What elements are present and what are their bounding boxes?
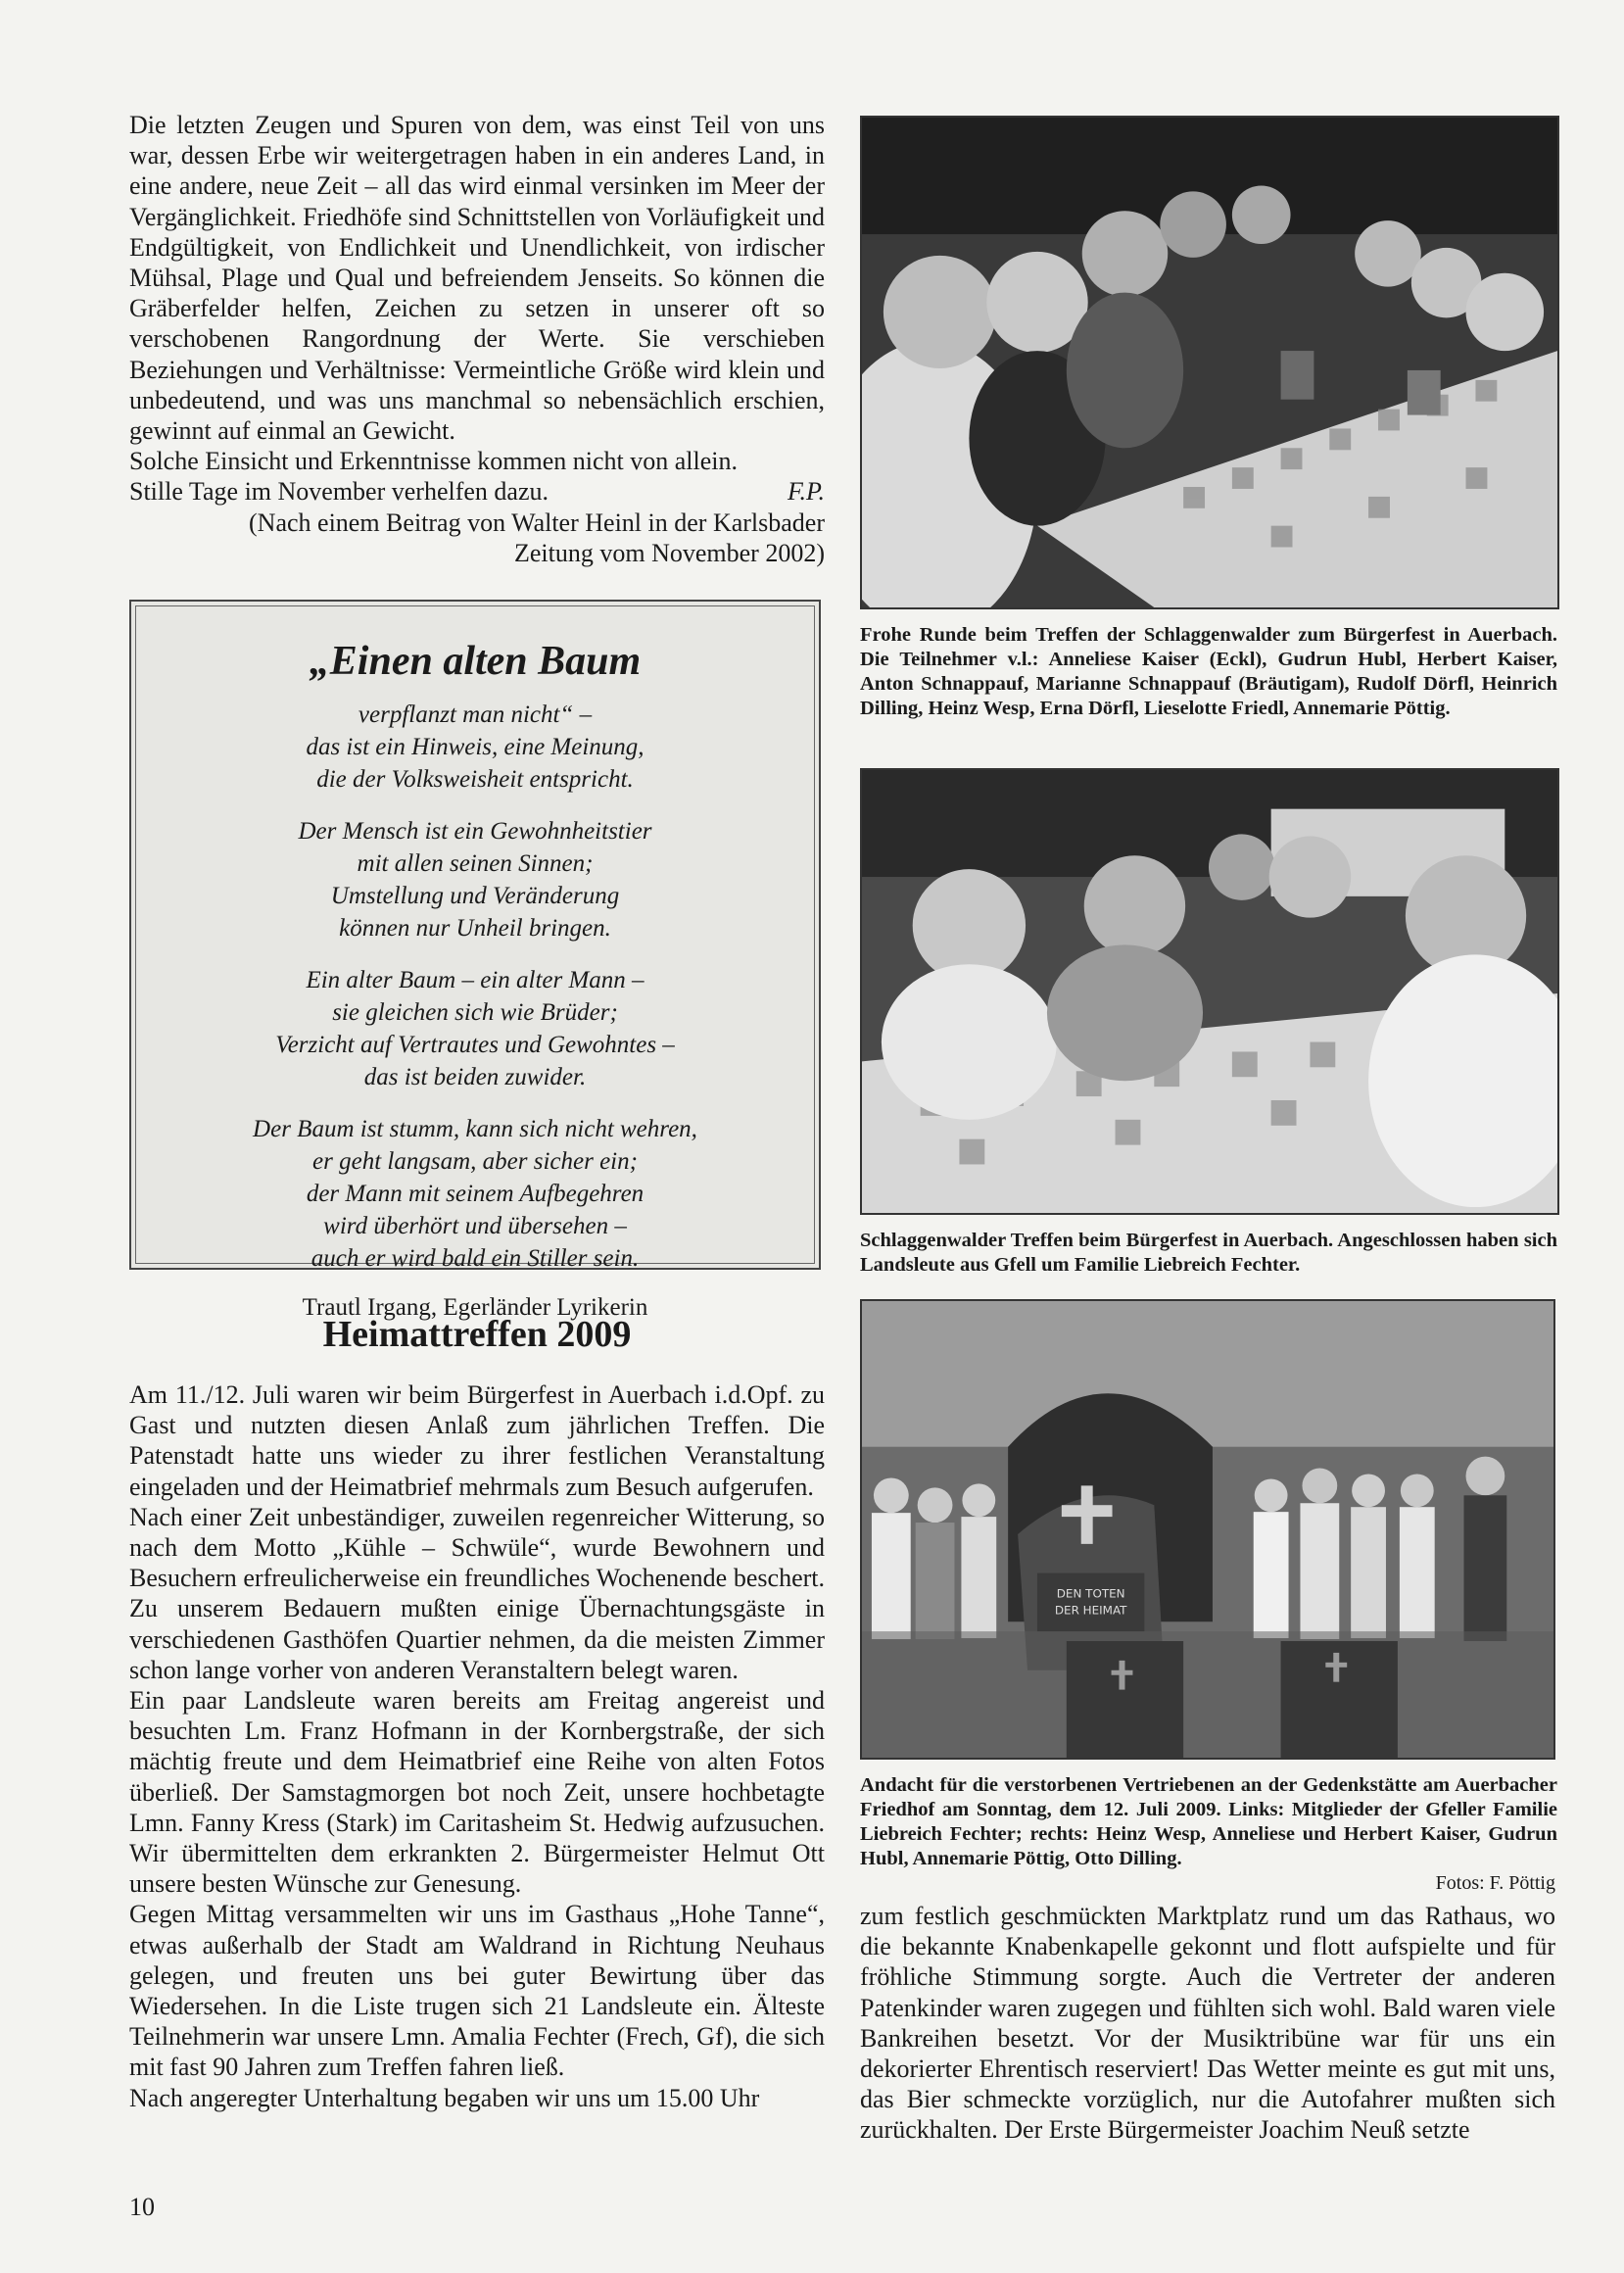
photo-memorial-image — [862, 1301, 1553, 1758]
intro-paragraph-2: Solche Einsicht und Erkenntnisse kommen nicht von allein. — [129, 447, 739, 476]
article-paragraph: Nach angeregter Unterhaltung begaben wir uns um 15.00 Uhr — [129, 2083, 760, 2112]
poem-line: können nur Unheil bringen. — [339, 915, 611, 942]
photo-festival-table — [860, 116, 1559, 609]
article-paragraph: Ein paar Landsleute waren bereits am Freitag angereist und besuchten Lm. Franz Hofmann in der Kornbergstraße, der sich mächtig freute und dem Heimatbrief eine Reihe von alten Fotos überließ. Der Samstagmorgen bot noch Zeit, unsere hochbetagte Lmn. Fanny Kress (Stark) im Caritasheim St. Hedwig aufzusuchen. Wir übermittelten dem erkrankten 2. Bürgermeister Helmut Ott unsere besten Wünsche zur Genesung. — [129, 1686, 825, 1899]
poem-box — [129, 600, 821, 1321]
photo-group-table-image — [862, 770, 1557, 1213]
poem-frame — [135, 605, 815, 1321]
article-continuation — [860, 1901, 1555, 2146]
poem-line: Ein alter Baum – ein alter Mann – — [306, 967, 645, 993]
photo-group-table — [860, 768, 1559, 1215]
svg-text:DER HEIMAT: DER HEIMAT — [1054, 1603, 1127, 1618]
article-paragraph: Nach einer Zeit unbeständiger, zuweilen regenreicher Witterung, so nach dem Motto „Kühle – Schwüle“, wurde Bewohnern und Besuchern erfreulicherweise ein freundliches Wochenende beschert. Zu unserem Bedauern mußten einige Übernachtungsgäste in verschiedenen Gasthöfen Quartier nehmen, da die meisten Zimmer schon lange vorher von anderen Veranstaltern belegt waren. — [129, 1502, 825, 1684]
poem-line: wird überhört und übersehen – — [323, 1213, 627, 1239]
intro-section — [129, 110, 825, 568]
source-line-2: Zeitung vom November 2002) — [514, 538, 825, 567]
photo-caption-1: Frohe Runde beim Treffen der Schlaggenwalder zum Bürgerfest in Auerbach. Die Teilnehmer v.l.: Anneliese Kaiser (Eckl), Gudrun Hubl, Herbert Kaiser, Anton Schnappauf, Marianne Schnappauf (Bräutigam), Rudolf Dörfl, Heinrich Dilling, Heinz Wesp, Erna Dörfl, Lieselotte Friedl, Annemarie Pöttig. — [860, 624, 1557, 719]
page-number: 10 — [129, 2193, 155, 2221]
poem-line: Der Mensch ist ein Gewohnheitstier — [298, 818, 652, 845]
poem-line: das ist beiden zuwider. — [363, 1064, 587, 1090]
poem-author: Trautl Irgang, Egerländer Lyrikerin — [302, 1294, 648, 1321]
poem-line: er geht langsam, aber sicher ein; — [312, 1148, 638, 1175]
photo-caption-3: Andacht für die verstorbenen Vertriebenen an der Gedenkstätte am Auerbacher Friedhof am Sonntag, dem 12. Juli 2009. Links: Mitglieder der Gfeller Familie Liebreich Fechter; rechts: Heinz Wesp, Anneliese und Herbert Kaiser, Gudrun Hubl, Annemarie Pöttig, Otto Dilling. — [860, 1774, 1557, 1869]
poem-stanza-3 — [136, 964, 814, 1093]
svg-text:DEN TOTEN: DEN TOTEN — [1056, 1586, 1125, 1601]
poem-stanza-4 — [136, 1113, 814, 1275]
poem-line: Verzicht auf Vertrautes und Gewohntes – — [275, 1032, 675, 1058]
poem-line: sie gleichen sich wie Brüder; — [332, 999, 618, 1026]
poem-line: Der Baum ist stumm, kann sich nicht wehren, — [253, 1116, 697, 1142]
intro-last-line — [129, 476, 825, 507]
article-paragraph: Am 11./12. Juli waren wir beim Bürgerfest in Auerbach i.d.Opf. zu Gast und nutzten diesen Anlaß zum jährlichen Treffen. Die Patenstadt hatte uns wieder zu ihrer festlichen Veranstaltung eingeladen und der Heimatbrief mehrmals zum Besuch aufgerufen. — [129, 1380, 825, 1501]
poem-stanza-2 — [136, 815, 814, 944]
poem-line: der Mann mit seinem Aufbegehren — [306, 1181, 645, 1207]
photo-festival-table-image — [862, 118, 1557, 607]
poem-title: „Einen alten Baum — [309, 639, 642, 684]
intro-closing: Stille Tage im November verhelfen dazu. — [129, 477, 549, 507]
intro-paragraph: Die letzten Zeugen und Spuren von dem, was einst Teil von uns war, dessen Erbe wir weitergetragen haben in ein anderes Land, in eine andere, neue Zeit – all das wird einmal versinken im Meer der Vergänglichkeit. Friedhöfe sind Schnittstellen von Vorläufigkeit und Endgültigkeit, von Endlichkeit und Unendlichkeit, von irdischer Mühsal, Plage und Qual und befreiendem Jenseits. So können die Gräberfelder helfen, Zeichen zu setzen in unserer oft so verschobenen Rangordnung der Werte. Sie verschieben Beziehungen und Verhältnisse: Vermeintliche Größe wird klein und unbedeutend, und was uns manchmal so nebensächlich erschien, gewinnt auf einmal an Gewicht. — [129, 111, 825, 446]
poem-line: Umstellung und Veränderung — [330, 883, 620, 909]
poem-line: das ist ein Hinweis, eine Meinung, — [306, 734, 645, 760]
poem-line: auch er wird bald ein Stiller sein. — [310, 1245, 640, 1272]
photo-memorial — [860, 1299, 1555, 1760]
poem-stanza-1 — [136, 699, 814, 796]
author-initials: F.P. — [787, 477, 825, 507]
poem-line: die der Volksweisheit entspricht. — [316, 766, 634, 793]
article-paragraph: Gegen Mittag versammelten wir uns im Gasthaus „Hohe Tanne“, etwas außerhalb der Stadt am Waldrand in Richtung Neuhaus gelegen, und freuten uns bei guter Bewirtung über das Wiedersehen. In die Liste trugen sich 21 Landsleute ein. Älteste Teilnehmerin war unsere Lmn. Amalia Fechter (Frech, Gf), die sich mit fast 90 Jahren zum Treffen fahren ließ. — [129, 1900, 825, 2082]
source-line-1: (Nach einem Beitrag von Walter Heinl in der Karlsbader — [249, 508, 825, 537]
article-heading: Heimattreffen 2009 — [322, 1314, 632, 1355]
photo-credit: Fotos: F. Pöttig — [1435, 1872, 1555, 1894]
poem-line: mit allen seinen Sinnen; — [357, 850, 594, 877]
photo-caption-2: Schlaggenwalder Treffen beim Bürgerfest in Auerbach. Angeschlossen haben sich Landsleute aus Gfell um Familie Liebreich Fechter. — [860, 1230, 1557, 1276]
article-continuation-text: zum festlich geschmückten Marktplatz rund um das Rathaus, wo die bekannte Knabenkapelle gekonnt und flott aufspielte und für fröhliche Stimmung sorgte. Auch die Vertreter der anderen Patenkinder waren zugegen und fühlten sich wohl. Bald waren viele Bankreihen besetzt. Vor der Musiktribüne war für uns ein dekorierter Ehrentisch reserviert! Das Wetter meinte es gut mit uns, das Bier schmeckte vorzüglich, nur die Autofahrer mußten sich zurückhalten. Der Erste Bürgermeister Joachim Neuß setzte — [860, 1902, 1555, 2145]
article-body — [129, 1379, 825, 2113]
poem-line: verpflanzt man nicht“ – — [358, 701, 593, 728]
